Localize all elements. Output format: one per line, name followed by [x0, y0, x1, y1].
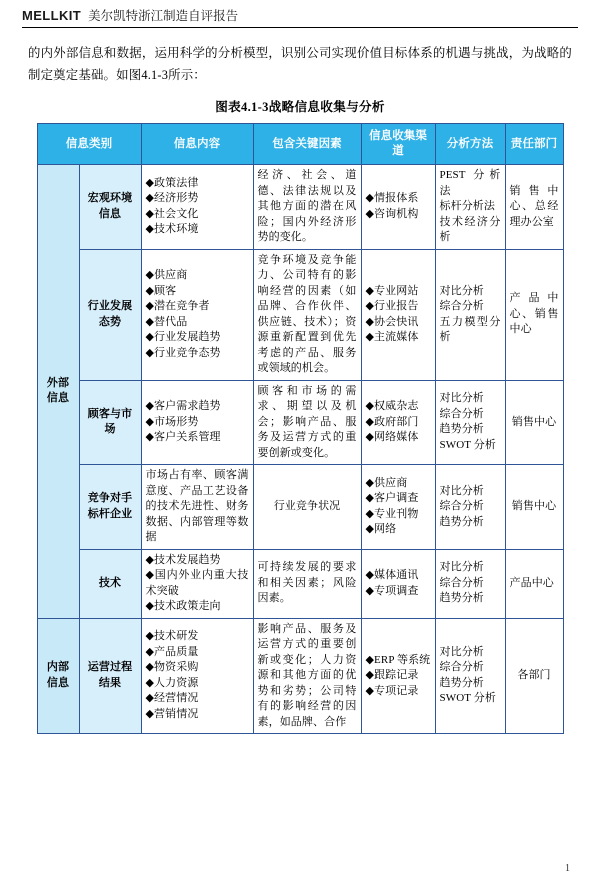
cell-channels: ◆专业网站 ◆行业报告 ◆协会快讯 ◆主流媒体: [361, 249, 435, 380]
header-cell-methods: 分析方法: [435, 124, 505, 165]
brand-logo: MELLKIT: [22, 8, 82, 23]
cell-category-internal: 内部信息: [37, 618, 79, 734]
header-cell-channels: 信息收集渠道: [361, 124, 435, 165]
header-cell-owner: 责任部门: [505, 124, 563, 165]
cell-methods: 对比分析 综合分析 趋势分析 SWOT 分析: [435, 618, 505, 734]
cell-content: ◆供应商 ◆顾客 ◆潜在竞争者 ◆替代品 ◆行业发展趋势 ◆行业竞争态势: [141, 249, 253, 380]
cell-owner: 销售中心、总经理办公室: [505, 165, 563, 250]
header-cell-category: 信息类别: [37, 124, 141, 165]
cell-factors: 行业竞争状况: [253, 465, 361, 550]
table-row: [37, 618, 563, 734]
cell-channels: ◆权威杂志 ◆政府部门 ◆网络媒体: [361, 380, 435, 465]
cell-category-external: 外部信息: [37, 165, 79, 619]
cell-content: ◆技术研发 ◆产品质量 ◆物资采购 ◆人力资源 ◆经营情况 ◆营销情况: [141, 618, 253, 734]
cell-channels: ◆供应商 ◆客户调查 ◆专业刊物 ◆网络: [361, 465, 435, 550]
cell-subcategory: 技术: [79, 549, 141, 618]
cell-content: ◆政策法律 ◆经济形势 ◆社会文化 ◆技术环境: [141, 165, 253, 250]
cell-owner: 各部门: [505, 618, 563, 734]
cell-content: ◆技术发展趋势 ◆国内外业内重大技术突破 ◆技术政策走向: [141, 549, 253, 618]
cell-owner: 产品中心: [505, 549, 563, 618]
cell-factors: 经济、社会、道德、法律法规以及其他方面的潜在风险；国内外经济形势的变化。: [253, 165, 361, 250]
cell-owner: 销售中心: [505, 380, 563, 465]
figure-title: 图表4.1-3战略信息收集与分析: [215, 100, 385, 114]
body-paragraph: 的内外部信息和数据，运用科学的分析模型，识别公司实现价值目标体系的机遇与挑战，为战略的制定奠定基础。如图4.1-3所示：: [28, 46, 572, 82]
cell-channels: ◆媒体通讯 ◆专项调查: [361, 549, 435, 618]
cell-factors: 竞争环境及竞争能力、公司特有的影响经营的因素（如品牌、合作伙伴、供应链、技术）；资源重新配置到优先考虑的产品、服务或领域的机会。: [253, 249, 361, 380]
cell-factors: 可持续发展的要求和相关因素；风险因素。: [253, 549, 361, 618]
cell-subcategory: 顾客与市场: [79, 380, 141, 465]
table-row: [37, 380, 563, 465]
table-row: [37, 165, 563, 250]
cell-methods: PEST 分析法 标杆分析法 技术经济分析: [435, 165, 505, 250]
cell-factors: 顾客和市场的需求、期望以及机会；影响产品、服务及运营方式的重要创新或变化。: [253, 380, 361, 465]
cell-methods: 对比分析 综合分析 趋势分析: [435, 465, 505, 550]
cell-channels: ◆情报体系 ◆咨询机构: [361, 165, 435, 250]
cell-methods: 对比分析 综合分析 五力模型分析: [435, 249, 505, 380]
header-cell-content: 信息内容: [141, 124, 253, 165]
cell-subcategory: 行业发展态势: [79, 249, 141, 380]
cell-owner: 产品中心、销售中心: [505, 249, 563, 380]
cell-subcategory: 宏观环境信息: [79, 165, 141, 250]
table-header-row: [37, 124, 563, 165]
table-row: [37, 249, 563, 380]
cell-content: 市场占有率、顾客满意度、产品工艺设备的技术先进性、财务数据、内部管理等数据: [141, 465, 253, 550]
cell-owner: 销售中心: [505, 465, 563, 550]
header-cell-factors: 包含关键因素: [253, 124, 361, 165]
cell-methods: 对比分析 综合分析 趋势分析 SWOT 分析: [435, 380, 505, 465]
table-row: [37, 549, 563, 618]
cell-channels: ◆ERP 等系统 ◆跟踪记录 ◆专项记录: [361, 618, 435, 734]
report-title: 美尔凯特浙江制造自评报告: [88, 9, 239, 23]
page-number: 1: [565, 863, 570, 874]
table-row: [37, 465, 563, 550]
cell-methods: 对比分析 综合分析 趋势分析: [435, 549, 505, 618]
page-header: [22, 0, 578, 28]
cell-factors: 影响产品、服务及运营方式的重要创新或变化；人力资源和其他方面的优势和劣势；公司特有的影响经营的因素，如品牌、合作: [253, 618, 361, 734]
cell-subcategory: 竞争对手标杆企业: [79, 465, 141, 550]
strategy-info-table: [37, 123, 564, 734]
cell-subcategory: 运营过程结果: [79, 618, 141, 734]
cell-content: ◆客户需求趋势 ◆市场形势 ◆客户关系管理: [141, 380, 253, 465]
